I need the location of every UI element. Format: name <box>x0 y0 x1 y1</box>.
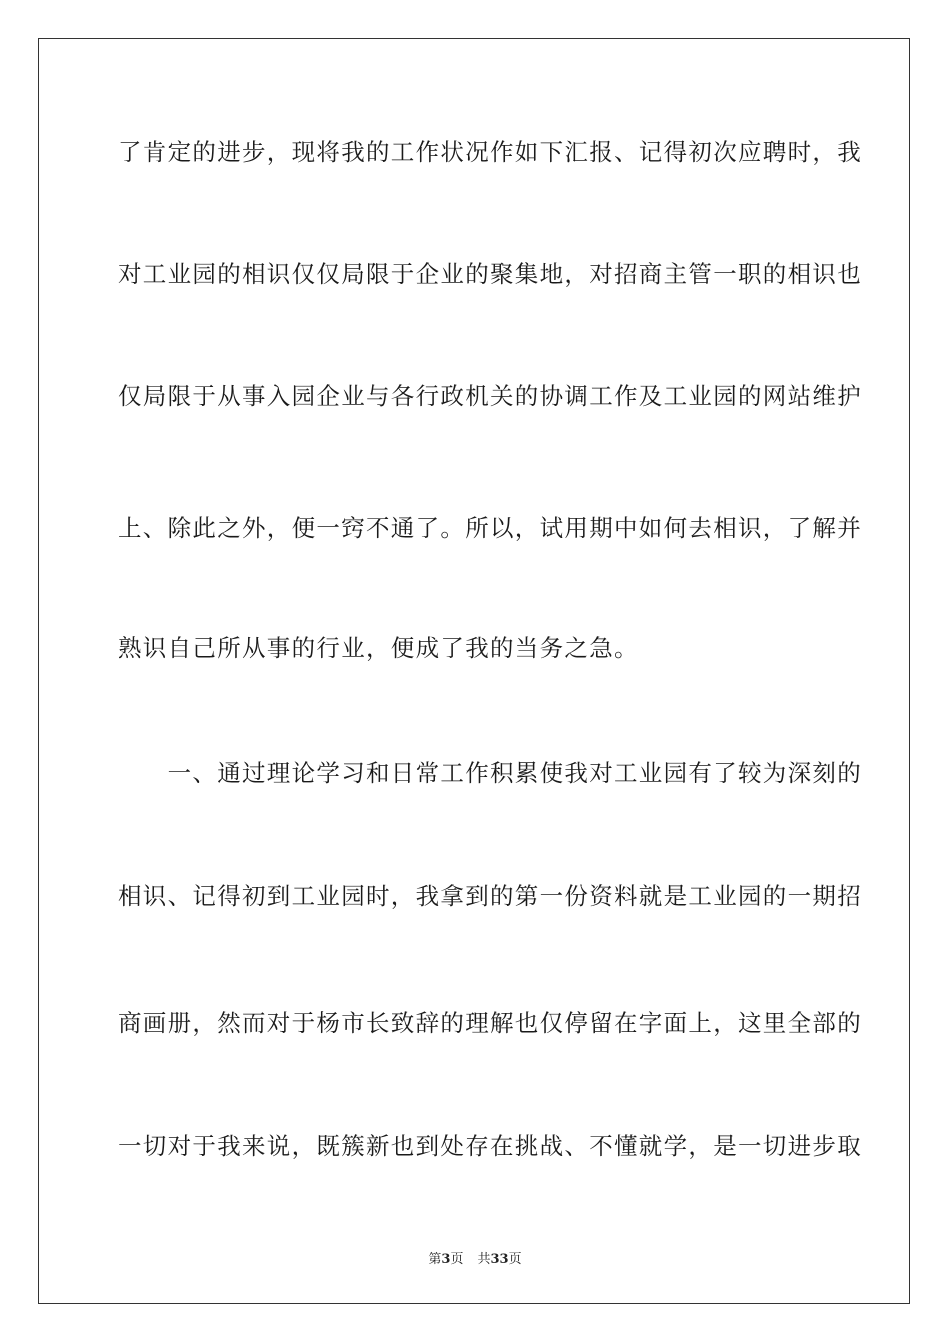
text-line-3: 仅局限于从事入园企业与各行政机关的协调工作及工业园的网站维护 <box>118 382 862 410</box>
page-suffix: 页 <box>450 1252 464 1267</box>
text-line-9: 一切对于我来说，既簇新也到处存在挑战、不懂就学，是一切进步取 <box>118 1132 862 1160</box>
page-footer <box>0 1248 950 1267</box>
text-line-2: 对工业园的相识仅仅局限于企业的聚集地，对招商主管一职的相识也 <box>118 260 862 288</box>
text-line-7: 相识、记得初到工业园时，我拿到的第一份资料就是工业园的一期招 <box>118 882 862 910</box>
page-border <box>38 38 910 1304</box>
total-prefix: 共 <box>477 1252 491 1267</box>
text-line-4: 上、除此之外，便一窍不通了。所以，试用期中如何去相识，了解并 <box>118 514 862 542</box>
text-line-5: 熟识自己所从事的行业，便成了我的当务之急。 <box>118 634 639 662</box>
text-line-1: 了肯定的进步，现将我的工作状况作如下汇报、记得初次应聘时，我 <box>118 138 862 166</box>
total-suffix: 页 <box>508 1252 522 1267</box>
text-line-6: 一、通过理论学习和日常工作积累使我对工业园有了较为深刻的 <box>118 759 862 787</box>
page-number: 3 <box>441 1252 451 1267</box>
page-prefix: 第 <box>428 1252 442 1267</box>
total-pages: 33 <box>490 1252 509 1267</box>
text-line-8: 商画册，然而对于杨市长致辞的理解也仅停留在字面上，这里全部的 <box>118 1009 862 1037</box>
